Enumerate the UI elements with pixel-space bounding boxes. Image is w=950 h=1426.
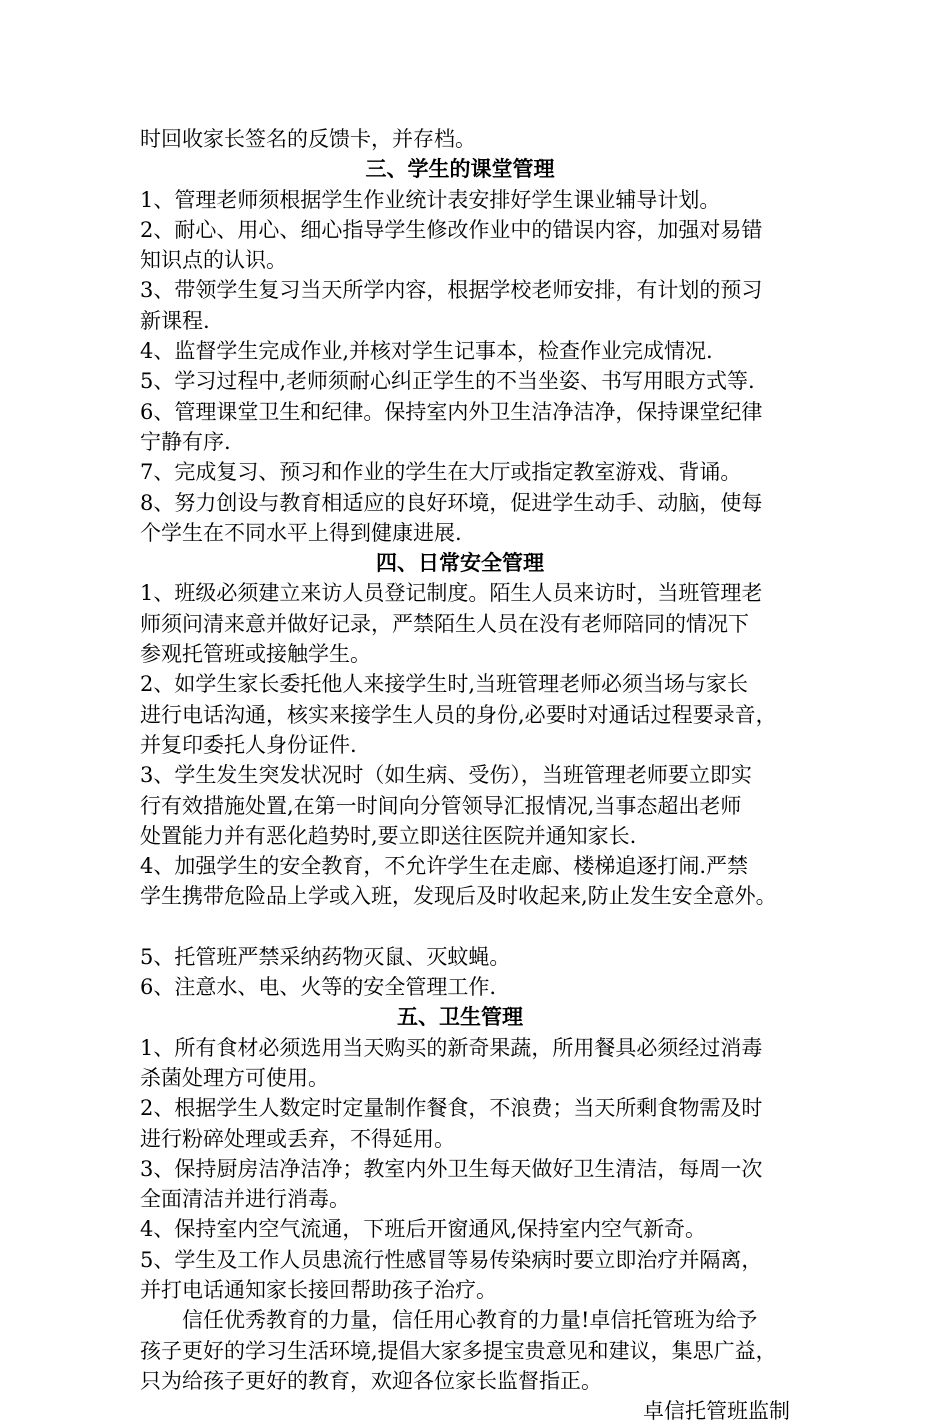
paragraph-line: 3、学生发生突发状况时（如生病、受伤），当班管理老师要立即实 bbox=[140, 763, 752, 788]
section-items-classroom bbox=[140, 185, 820, 549]
paragraph-line: 师须问清来意并做好记录，严禁陌生人员在没有老师陪同的情况下 bbox=[140, 611, 749, 636]
paragraph-line: 并复印委托人身份证件. bbox=[140, 732, 357, 757]
paragraph-line: 4、监督学生完成作业,并核对学生记事本，检查作业完成情况. bbox=[140, 339, 713, 364]
paragraph-line: 孩子更好的学习生活环境,提倡大家多提宝贵意见和建议，集思广益， bbox=[140, 1338, 777, 1363]
paragraph-line: 只为给孩子更好的教育，欢迎各位家长监督指正。 bbox=[140, 1368, 602, 1393]
paragraph-line: 6、注意水、电、火等的安全管理工作. bbox=[140, 975, 497, 1000]
paragraph-line: 2、根据学生人数定时定量制作餐食，不浪费；当天所剩食物需及时 bbox=[140, 1096, 763, 1121]
section-items-hygiene bbox=[140, 1033, 820, 1306]
blank-line bbox=[140, 912, 820, 942]
paragraph-line: 处置能力并有恶化趋势时,要立即送往医院并通知家长. bbox=[140, 823, 637, 848]
paragraph-line: 行有效措施处置,在第一时间向分管领导汇报情况,当事态超出老师 bbox=[140, 793, 742, 818]
intro-tail: 时回收家长签名的反馈卡，并存档。 bbox=[140, 127, 476, 151]
paragraph-line: 8、努力创设与教育相适应的良好环境，促进学生动手、动脑，使每 bbox=[140, 490, 763, 515]
paragraph-line: 1、班级必须建立来访人员登记制度。陌生人员来访时，当班管理老 bbox=[140, 581, 763, 606]
paragraph-line: 7、完成复习、预习和作业的学生在大厅或指定教室游戏、背诵。 bbox=[140, 460, 742, 485]
paragraph-line: 杀菌处理方可使用。 bbox=[140, 1065, 329, 1090]
paragraph-line: 4、保持室内空气流通，下班后开窗通风,保持室内空气新奇。 bbox=[140, 1217, 707, 1242]
document-body bbox=[140, 124, 820, 1426]
paragraph-line: 知识点的认识。 bbox=[140, 248, 287, 273]
paragraph-line: 5、托管班严禁采纳药物灭鼠、灭蚊蝇。 bbox=[140, 944, 511, 969]
signature: 卓信托管班监制 bbox=[643, 1399, 790, 1424]
paragraph-line: 进行粉碎处理或丢弃，不得延用。 bbox=[140, 1126, 455, 1151]
section-heading-safety: 四、日常安全管理 bbox=[376, 550, 544, 576]
paragraph-line: 3、保持厨房洁净洁净；教室内外卫生每天做好卫生清洁，每周一次 bbox=[140, 1156, 763, 1181]
paragraph-line: 2、耐心、用心、细心指导学生修改作业中的错误内容，加强对易错 bbox=[140, 217, 763, 242]
paragraph-line: 3、带领学生复习当天所学内容，根据学校老师安排，有计划的预习 bbox=[140, 278, 763, 303]
paragraph-line: 1、管理老师须根据学生作业统计表安排好学生课业辅导计划。 bbox=[140, 187, 721, 212]
paragraph-line: 6、管理课堂卫生和纪律。保持室内外卫生洁净洁净，保持课堂纪律 bbox=[140, 399, 763, 424]
paragraph-line: 宁静有序. bbox=[140, 429, 231, 454]
paragraph-line: 学生携带危险品上学或入班，发现后及时收起来,防止发生安全意外。 bbox=[140, 884, 777, 909]
paragraph-line: 信任优秀教育的力量，信任用心教育的力量!卓信托管班为给予 bbox=[182, 1308, 758, 1333]
paragraph-line: 全面清洁并进行消毒。 bbox=[140, 1187, 350, 1212]
paragraph-line: 5、学生及工作人员患流行性感冒等易传染病时要立即治疗并隔离， bbox=[140, 1247, 763, 1272]
paragraph-line: 进行电话沟通，核实来接学生人员的身份,必要时对通话过程要录音， bbox=[140, 702, 777, 727]
paragraph-line: 5、学习过程中,老师须耐心纠正学生的不当坐姿、书写用眼方式等. bbox=[140, 369, 755, 394]
paragraph-line: 个学生在不同水平上得到健康进展. bbox=[140, 520, 462, 545]
section-items-safety bbox=[140, 578, 820, 1002]
paragraph-line: 新课程. bbox=[140, 308, 210, 333]
paragraph-line: 参观托管班或接触学生。 bbox=[140, 642, 371, 667]
paragraph-line: 4、加强学生的安全教育，不允许学生在走廊、楼梯追逐打闹.严禁 bbox=[140, 854, 749, 879]
paragraph-line: 1、所有食材必须选用当天购买的新奇果蔬，所用餐具必须经过消毒 bbox=[140, 1035, 763, 1060]
closing-paragraph bbox=[140, 1305, 820, 1396]
paragraph-line: 2、如学生家长委托他人来接学生时,当班管理老师必须当场与家长 bbox=[140, 672, 749, 697]
section-heading-hygiene: 五、卫生管理 bbox=[397, 1004, 523, 1030]
section-heading-classroom: 三、学生的课堂管理 bbox=[365, 156, 555, 182]
paragraph-line: 并打电话通知家长接回帮助孩子治疗。 bbox=[140, 1277, 497, 1302]
